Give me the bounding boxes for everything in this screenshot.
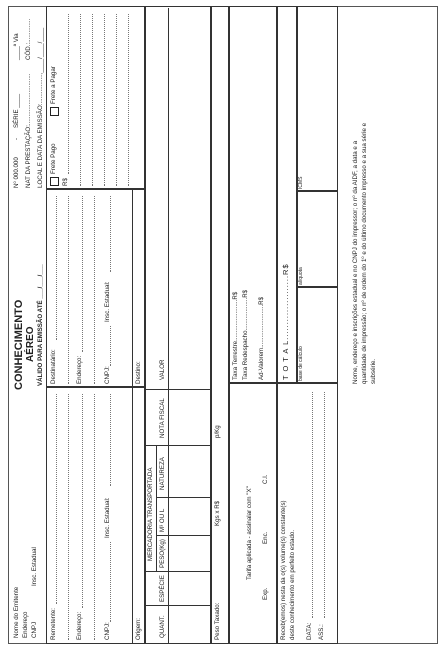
col-m3: M³ OU L xyxy=(159,508,166,532)
sender-block xyxy=(46,386,146,644)
freight-line xyxy=(116,14,117,186)
charge-redespacho: Taxa Redespacho...................R$ xyxy=(242,289,249,380)
tax-box xyxy=(296,6,338,192)
recipient-line xyxy=(110,326,111,366)
sender-label: Remetente: xyxy=(50,608,57,640)
issue-place-date: LOCAL E DATA DA EMISSÃO:.................,____/____/____ xyxy=(37,27,44,188)
receipt-text: Receb(emos) nesta da o(s) volume(s) constante(s) xyxy=(280,500,287,640)
freight-line xyxy=(128,14,129,186)
form-subtitle: AÉREO xyxy=(25,326,36,362)
sender-address-label: Endereço: xyxy=(76,611,83,640)
recipient-cnpj-label: CNPJ: xyxy=(104,366,111,384)
issuer-name-label: Nome do Emitente xyxy=(13,586,20,638)
recipient-line xyxy=(82,196,83,352)
tax-icms-label: ICMS xyxy=(298,176,304,189)
goods-header-line xyxy=(168,390,169,644)
col-especie: ESPÉCIE xyxy=(159,575,166,602)
tax-base-label: base de cálculo xyxy=(298,346,304,381)
origin-label: Origem: xyxy=(135,617,142,640)
freight-line xyxy=(104,14,105,186)
freight-block xyxy=(46,6,146,190)
document-number: Nº 000.000 xyxy=(13,157,20,188)
sender-line xyxy=(68,394,69,640)
charge-ad-valorem: Ad-Valorem.........................R$ xyxy=(258,296,265,380)
recipient-line xyxy=(68,196,69,384)
recipient-block xyxy=(46,188,146,388)
issuer-address-label: Endereço xyxy=(22,611,29,638)
tariff-instruction: Tarifa aplicada - assinalar com "X" xyxy=(246,486,253,580)
tariff-block xyxy=(228,382,278,644)
issuer-state-reg-label: Insc. Estadual xyxy=(31,547,38,586)
sender-line xyxy=(110,394,111,486)
freight-currency: R$ xyxy=(62,178,69,186)
receipt-text-2: deste conhecimento em perfeito estado. xyxy=(289,529,296,640)
col-divider xyxy=(156,497,210,498)
issuer-cnpj-label: CNPJ xyxy=(31,621,38,638)
col-valor: VALOR xyxy=(159,359,166,380)
col-divider xyxy=(156,535,210,536)
destination-label: Destino: xyxy=(135,361,142,384)
sender-line xyxy=(82,394,83,608)
taxed-weight-label: Peso Taxado: xyxy=(214,602,221,640)
col-natureza: NATUREZA xyxy=(159,457,166,490)
validity-label: VÁLIDO PARA EMISSÃO ATÉ ___/___/___ xyxy=(37,264,44,386)
freight-line xyxy=(92,14,93,186)
recipient-line xyxy=(56,196,57,340)
tariff-exp: Exp. xyxy=(262,587,269,600)
form-title: CONHECIMENTO xyxy=(13,299,25,390)
sender-line xyxy=(110,542,111,622)
service-code: CÓD.:.............. xyxy=(25,18,32,60)
col-divider xyxy=(144,389,210,390)
destination-separator xyxy=(132,190,133,388)
document-via: ____ª Via xyxy=(13,33,20,60)
receipt-signature-label: ASS.: xyxy=(318,624,325,640)
recipient-label: Destinatário: xyxy=(50,349,57,384)
total-label: T O T A L.....................R$ xyxy=(281,263,290,380)
goods-header-line xyxy=(168,8,169,390)
col-peso: PESO(Kg) xyxy=(159,539,166,568)
printer-note-line: subsérie. xyxy=(370,358,377,384)
recipient-line xyxy=(110,196,111,272)
receipt-signature-line xyxy=(324,392,325,618)
printer-note-line: Nome, endereço e inscrições estadual e no CNPJ do impressor; o nº da AIDF, a data e a xyxy=(352,140,359,384)
recipient-state-reg-label: Insc. Estadual: xyxy=(104,281,111,322)
recipient-address-label: Endereço: xyxy=(76,355,83,384)
col-divider xyxy=(144,445,210,446)
freight-paid-label: Frete Pago xyxy=(50,143,57,174)
tariff-enc: Enc. xyxy=(262,531,269,544)
taxed-weight-row xyxy=(210,6,230,644)
freight-payable-label: Frete a Pagar xyxy=(50,66,57,104)
receipt-date-line xyxy=(312,392,313,618)
taxed-weight-formula: Kgs x R$ xyxy=(214,500,221,526)
charge-terrestre: Taxa Terrestre........................R$ xyxy=(232,291,239,380)
number-dash: - xyxy=(13,137,20,140)
service-nature: NAT DA PRESTAÇÃO:.............................. xyxy=(25,73,32,188)
freight-paid-checkbox[interactable] xyxy=(50,177,59,186)
col-nota-fiscal: NOTA FISCAL xyxy=(159,398,166,438)
freight-payable-checkbox[interactable] xyxy=(50,107,59,116)
col-quant: QUANT. xyxy=(159,615,166,638)
receipt-date-label: DATA: xyxy=(306,622,313,640)
sender-state-reg-label: Insc. Estadual: xyxy=(104,497,111,538)
sender-cnpj-label: CNPJ: xyxy=(104,622,111,640)
goods-table xyxy=(144,6,212,644)
goods-group-line xyxy=(156,446,157,572)
freight-line xyxy=(80,14,81,186)
col-divider xyxy=(144,571,210,572)
recipient-line xyxy=(94,196,95,384)
tax-rate-label: alíquota xyxy=(298,267,304,285)
origin-separator xyxy=(132,388,133,644)
col-divider xyxy=(144,605,210,606)
sender-line xyxy=(56,394,57,604)
sender-line xyxy=(94,394,95,640)
tariff-ci: C.I. xyxy=(262,474,269,484)
document-series: SÉRIE ____ xyxy=(13,93,20,128)
freight-line xyxy=(68,14,69,174)
taxed-weight-unit: p/Kg xyxy=(214,425,221,438)
printer-note-line: quantidade de impressão; o nº de ordem do 1º e do último documento impresso e a sua série e xyxy=(361,122,368,384)
goods-group-title: MERCADORIA TRANSPORTADA xyxy=(147,467,154,561)
